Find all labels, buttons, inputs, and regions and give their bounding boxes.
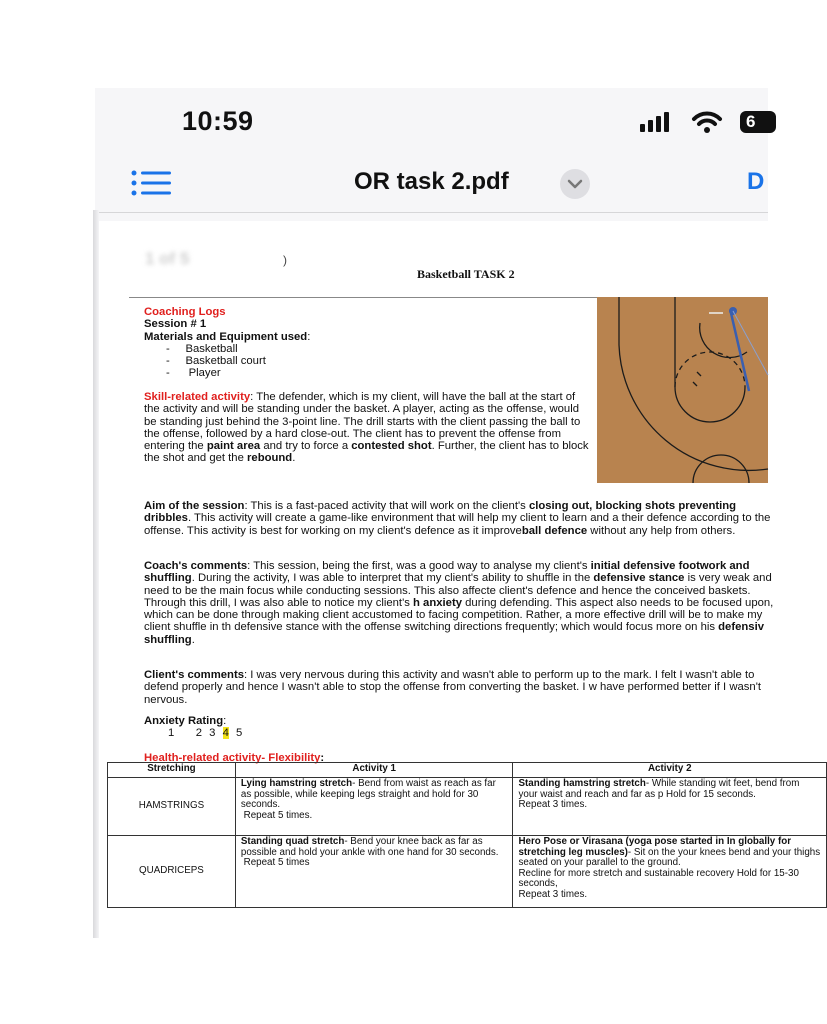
row-label: HAMSTRINGS: [108, 778, 236, 836]
aim-text: . This activity will create a game-like environment that will help my client to learn and a their defence according to the offense. This activity is best for working on my client's defence as it improve: [144, 512, 771, 537]
table-cell: [513, 778, 827, 836]
coach-text: . During the activity, I was able to interpret that my client's ability to shuffle in the: [191, 572, 594, 585]
cell-bold: Standing quad stretch: [240, 836, 345, 847]
aim-bold: preventing dribbles: [144, 500, 737, 525]
cell-text: - While standing wit feet, bend from your waist and reach and far as p Hold for 15 seconds.: [518, 778, 800, 800]
coach-bold: defensiv shuffling: [144, 621, 764, 646]
cell-text: Repeat 5 times: [243, 857, 310, 869]
row-label: QUADRICEPS: [108, 836, 236, 908]
court-diagram: [597, 297, 768, 483]
skill-text: . Further, the client has to block the shot and get the: [144, 440, 589, 465]
coach-text: is very weak and need to be the main focus while conducting sessions. This also affecte client's defence and hence the conceived baskets. Through this drill, I was also able to notice my client's: [144, 572, 772, 609]
chevron-down-icon: [560, 169, 590, 199]
page-counter: 1 of 5: [145, 249, 190, 268]
status-icons: [640, 110, 780, 136]
status-time: 10:59: [182, 106, 254, 136]
aim-label: Aim of the session: [144, 500, 245, 512]
nav-divider: [95, 212, 768, 213]
coach-comments-paragraph: [144, 560, 774, 646]
cell-bold: Hero Pose or Virasana (yoga pose started in In globally for stretching leg muscles): [518, 836, 792, 858]
list-menu-icon[interactable]: [131, 170, 173, 196]
health-activity-colon: :: [320, 752, 325, 764]
rating-4-selected: 4: [222, 727, 229, 740]
cell-bold: Standing hamstring stretch: [518, 778, 646, 789]
column-header: Stretching: [108, 763, 236, 778]
battery-icon: 6: [740, 111, 776, 133]
material-item: Player: [188, 367, 221, 380]
anxiety-rating: [144, 715, 444, 740]
aim-text: without any help from others.: [587, 524, 736, 537]
coach-text: : This session, being the first, was a good way to analyse my client's: [247, 560, 591, 572]
task-title: Basketball TASK 2: [417, 267, 515, 281]
table-row: [108, 836, 827, 908]
list-item: - Player: [166, 367, 221, 380]
session-header-block: [144, 306, 594, 380]
cell-text: Recline for more stretch and sustainable recovery Hold for 15-30 seconds,: [518, 867, 799, 890]
cell-text: Repeat 3 times.: [518, 888, 588, 900]
list-item: - Basketball: [166, 342, 238, 355]
aim-text: : This is a fast-paced activity that will work on the client's: [244, 500, 529, 512]
session-heading: Session # 1: [144, 318, 207, 331]
wifi-icon: [692, 111, 722, 133]
table-row: [108, 778, 827, 836]
rating-5: 5: [236, 727, 243, 740]
cell-text: Repeat 5 times.: [243, 809, 313, 821]
client-comments-paragraph: [144, 669, 774, 706]
column-header: Activity 1: [235, 763, 513, 778]
rating-3: 3: [209, 727, 216, 740]
aim-bold: closing out, blocking shots: [528, 500, 676, 512]
anxiety-colon: :: [223, 715, 227, 727]
material-item: Basketball: [185, 342, 238, 355]
coach-text: .: [191, 633, 195, 646]
cell-text: Repeat 3 times.: [518, 799, 588, 811]
pdf-page[interactable]: [99, 221, 821, 936]
client-label: Client's comments: [144, 669, 244, 681]
skill-bold: contested shot: [351, 440, 432, 453]
cell-text: - Bend your knee back as far as possible and hold your ankle with one hand for 30 seconds.: [240, 836, 499, 858]
aim-paragraph: [144, 500, 774, 537]
table-cell: [235, 836, 513, 908]
materials-colon: :: [307, 330, 311, 343]
materials-line: [144, 331, 594, 343]
coach-text: during defending. This aspect also needs to be focused upon, which can be done through making client accustomed to facing competition. Rather, a more effective drill will be to make my client shuffle in th defensive stance with the offense switching directions frequently; which would focus more on his: [144, 596, 774, 634]
cell-text: - Sit on the your knees bend and your thighs seated on your parallel to the ground.: [518, 846, 821, 869]
materials-heading: Materials and Equipment used: [144, 330, 308, 343]
skill-text: and try to force a: [260, 440, 352, 453]
skill-text: .: [292, 452, 296, 465]
skill-activity-paragraph: [144, 391, 590, 465]
table-cell: [513, 836, 827, 908]
coach-label: Coach's comments: [144, 560, 248, 572]
title-menu-button[interactable]: [560, 169, 590, 199]
rating-2: 2: [195, 727, 203, 740]
skill-activity-label: Skill-related activity: [144, 391, 251, 403]
list-item: - Basketball court: [166, 355, 266, 368]
coach-bold: initial defensive footwork and shuffling: [144, 560, 750, 585]
table-header-row: [108, 763, 827, 778]
page-counter-tail: ): [283, 253, 287, 267]
table-cell: [235, 778, 513, 836]
document-title[interactable]: OR task 2.pdf: [354, 168, 509, 195]
skill-bold: rebound: [247, 452, 293, 465]
material-item: Basketball court: [185, 355, 266, 368]
nav-bar: [95, 154, 768, 212]
cell-bold: Lying hamstring stretch: [240, 778, 353, 789]
done-button[interactable]: D: [747, 168, 765, 195]
skill-bold: paint area: [206, 440, 261, 453]
rating-1: 1: [168, 727, 175, 740]
aim-bold: ball defence: [521, 524, 588, 537]
health-activity-label: Health-related activity- Flexibility: [144, 752, 321, 764]
court-drawing: [597, 297, 768, 483]
client-text: : I was very nervous during this activity and wasn't able to perform up to the mark. I felt I wasn't able to defend properly and hence I wasn't able to stop the offense from converting the basket. I w have performed better if I wasn't nervous.: [144, 669, 762, 706]
coach-bold: defensive stance: [593, 572, 685, 585]
coach-bold: h anxiety: [413, 596, 462, 609]
coaching-logs-heading: Coaching Logs: [144, 306, 226, 318]
stretching-table: [107, 762, 827, 908]
column-header: Activity 2: [513, 763, 827, 778]
cell-text: - Bend from waist as reach as far as possible, while keeping legs straight and hold for 30 seconds.: [240, 778, 496, 811]
skill-text: : The defender, which is my client, will have the ball at the start of the activity and will be standing under the basket. A player, acting as the offense, would be standing just behind the 3-point line. The drill starts with the client passing the ball to the offense, followed by a hard close-out. The client has to prevent the offense from entering the: [144, 391, 581, 453]
anxiety-label: Anxiety Rating: [144, 715, 224, 727]
